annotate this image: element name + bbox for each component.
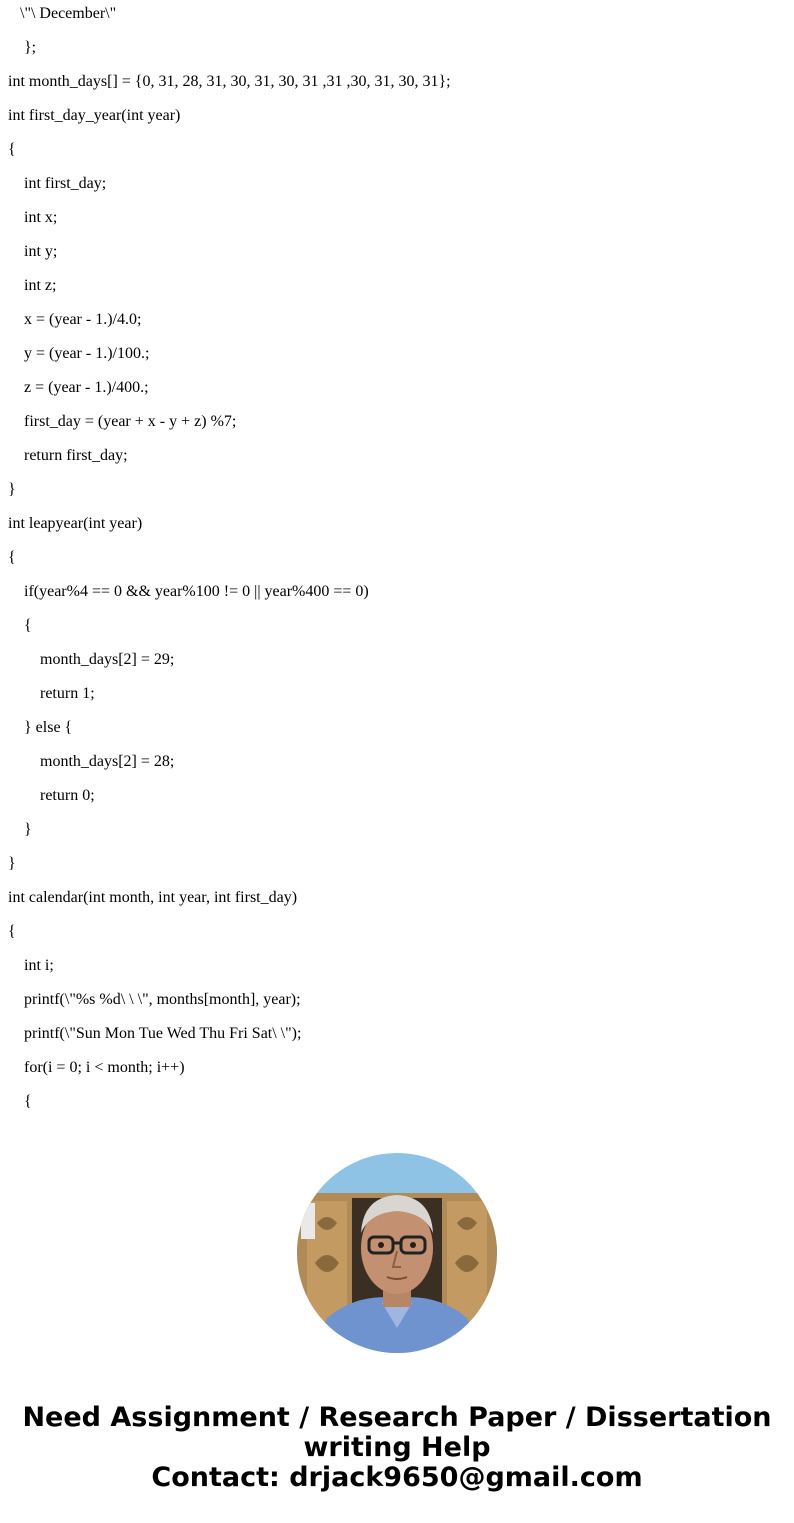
- footer-headline: Need Assignment / Research Paper / Dissertation: [22, 1402, 772, 1433]
- code-line: {: [8, 617, 32, 634]
- code-line: x = (year - 1.)/4.0;: [8, 311, 142, 328]
- code-line: return 0;: [8, 787, 95, 804]
- code-line: int x;: [8, 209, 58, 226]
- contact-email: Contact: drjack9650@gmail.com: [151, 1462, 643, 1493]
- code-line: } else {: [8, 719, 73, 736]
- code-line: }: [8, 821, 32, 838]
- code-line: int y;: [8, 243, 58, 260]
- code-line: return 1;: [8, 685, 95, 702]
- code-line: for(i = 0; i < month; i++): [8, 1059, 185, 1076]
- code-line: {: [8, 549, 16, 566]
- code-line: printf(\"%s %d\ \ \", months[month], year);: [8, 991, 301, 1008]
- code-line: int i;: [8, 957, 54, 974]
- code-line: \"\ December\": [8, 5, 117, 22]
- code-line: }: [8, 481, 16, 498]
- code-line: y = (year - 1.)/100.;: [8, 345, 150, 362]
- code-line: if(year%4 == 0 && year%100 != 0 || year%400 == 0): [8, 583, 369, 600]
- footer-subheadline: writing Help: [303, 1432, 491, 1463]
- code-line: int calendar(int month, int year, int first_day): [8, 889, 298, 906]
- code-line: };: [8, 39, 37, 56]
- code-line: int first_day;: [8, 175, 107, 192]
- code-line: int leapyear(int year): [8, 515, 143, 532]
- code-line: month_days[2] = 28;: [8, 753, 175, 770]
- author-avatar: [297, 1153, 497, 1353]
- code-line: int month_days[] = {0, 31, 28, 31, 30, 31, 30, 31 ,31 ,30, 31, 30, 31};: [8, 73, 451, 90]
- code-line: int first_day_year(int year): [8, 107, 181, 124]
- code-line: {: [8, 1093, 32, 1110]
- author-portrait-image: [297, 1153, 497, 1353]
- code-line: z = (year - 1.)/400.;: [8, 379, 149, 396]
- code-line: return first_day;: [8, 447, 128, 464]
- code-line: month_days[2] = 29;: [8, 651, 175, 668]
- code-line: }: [8, 855, 16, 872]
- code-line: int z;: [8, 277, 57, 294]
- code-line: {: [8, 923, 16, 940]
- code-line: {: [8, 141, 16, 158]
- code-line: printf(\"Sun Mon Tue Wed Thu Fri Sat\ \");: [8, 1025, 302, 1042]
- code-line: first_day = (year + x - y + z) %7;: [8, 413, 237, 430]
- contact-footer: [0, 1403, 794, 1493]
